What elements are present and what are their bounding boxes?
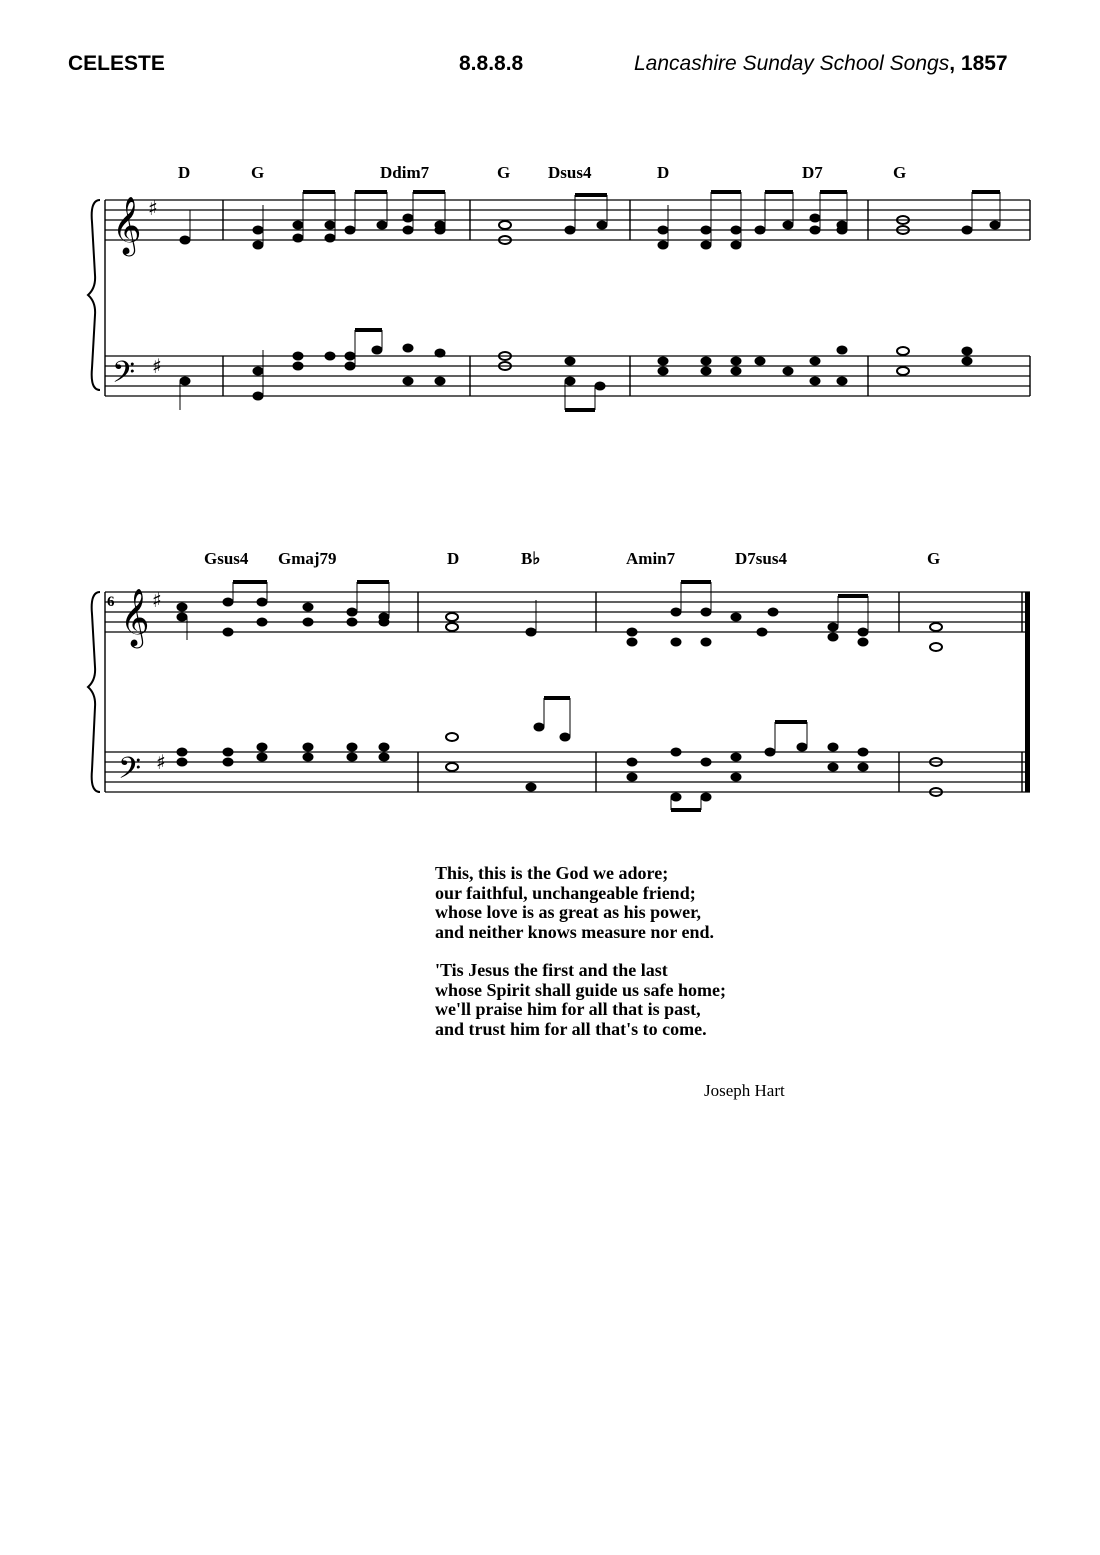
lyric-line: and trust him for all that's to come. [435,1018,707,1039]
bass-clef-icon: 𝄢 [112,356,136,397]
chord-symbol: D7 [802,163,823,182]
lyric-line: 'Tis Jesus the first and the last [435,960,668,980]
bass-notes [180,330,972,410]
source-title: Lancashire Sunday School Songs [634,52,950,75]
source [634,52,1008,76]
chord-symbol: G [251,163,265,182]
chord-symbol: Dsus4 [548,163,592,182]
sharp-icon: ♯ [156,750,166,774]
tune-name: CELESTE [68,52,165,75]
chord-symbol: D7sus4 [735,549,787,568]
final-barline [1025,592,1030,792]
chord-symbol: Amin7 [626,549,676,568]
bass-notes [177,698,942,810]
chord-symbol: D [447,549,460,568]
lyric-line: and neither knows measure nor end. [435,921,715,942]
stanza-2 [435,961,726,1039]
measure-number: 6 [107,594,115,610]
chord-symbol: D [178,163,191,182]
treble-clef-icon: 𝄞 [112,196,142,254]
lyric-line: we'll praise him for all that is past, [435,999,701,1019]
score-system-1 [0,150,1100,420]
bass-staff [105,752,1030,792]
bass-clef-icon: 𝄢 [118,752,142,793]
lyric-line: our faithful, unchangeable friend; [435,882,696,903]
lyric-line: whose Spirit shall guide us safe home; [435,979,727,1000]
score-system-2 [0,540,1100,830]
treble-clef-icon: 𝄞 [120,588,150,646]
chord-symbol: B♭ [521,549,541,568]
chord-symbol: Ddim7 [380,163,430,182]
lyric-line: whose love is as great as his power, [435,902,702,922]
author: Joseph Hart [704,1081,785,1100]
chord-symbol: Gmaj79 [278,549,337,568]
chord-symbol: G [497,163,511,182]
chord-symbol: D [657,163,670,182]
lyric-line: This, this is the God we adore; [435,863,669,883]
stanza-1 [435,864,726,942]
sharp-icon: ♯ [152,354,162,378]
sharp-icon: ♯ [152,588,162,612]
source-year: , 1857 [949,52,1008,75]
grand-staff-brace [88,200,100,390]
lyrics [435,864,726,1058]
chord-symbol: G [927,549,941,568]
chord-symbol: Gsus4 [204,549,249,568]
treble-staff [105,592,1030,632]
sharp-icon: ♯ [148,196,158,220]
chord-symbol: G [893,163,907,182]
grand-staff-brace [88,592,100,792]
meter: 8.8.8.8 [459,52,524,75]
